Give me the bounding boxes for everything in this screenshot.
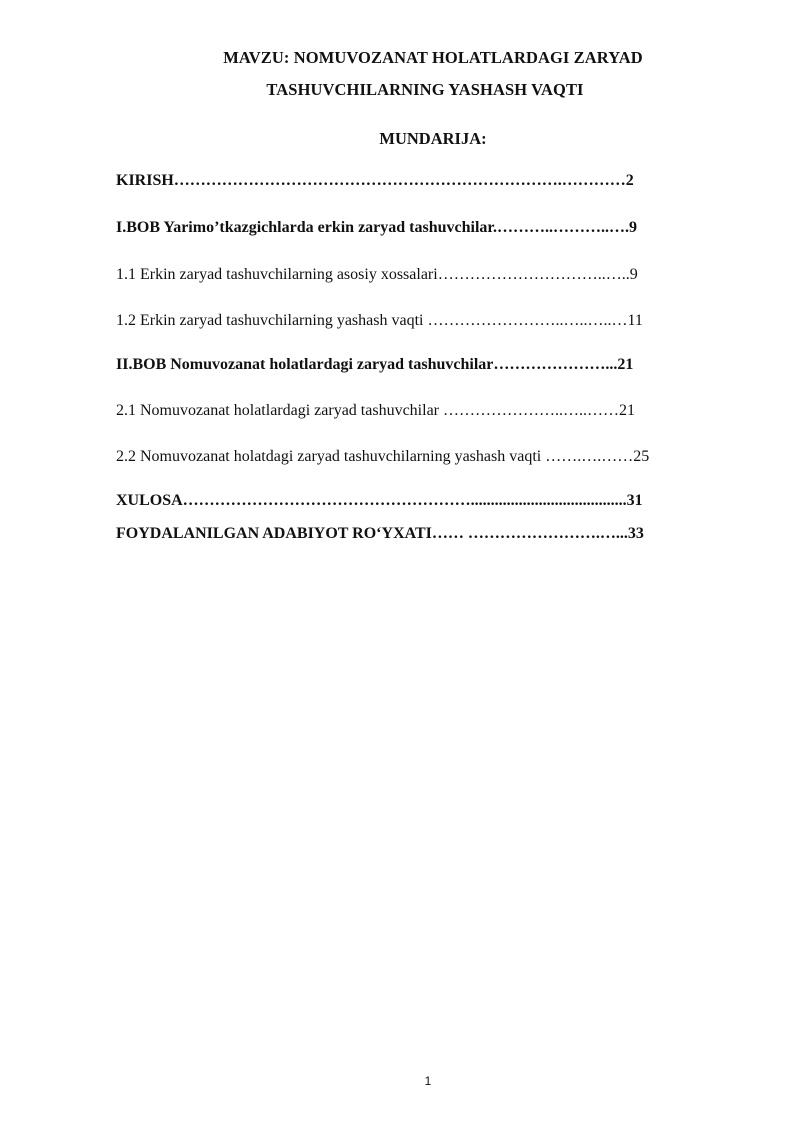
toc-entry-section-2-2: 2.2 Nomuvozanat holatdagi zaryad tashuvchilarning yashash vaqti …….….……25	[116, 448, 650, 465]
page-number: 1	[424, 1074, 432, 1088]
toc-entry-kirish: KIRISH……………………………………………………………….…………2	[116, 172, 634, 189]
toc-entry-chapter-1: I.BOB Yarimo’tkazgichlarda erkin zaryad tashuvchilar.………..………..….9	[116, 219, 638, 236]
document-title-line-1: MAVZU: NOMUVOZANAT HOLATLARDAGI ZARYAD	[223, 48, 643, 67]
toc-entry-references: FOYDALANILGAN ADABIYOT RO‘YXATI…… …………………….…...33	[116, 525, 644, 542]
toc-entry-xulosa: XULOSA……………………………………………….......................................31	[116, 492, 643, 509]
toc-entry-section-1-2: 1.2 Erkin zaryad tashuvchilarning yashash vaqti ……………………..…..…..…11	[116, 312, 643, 329]
document-title-line-2: TASHUVCHILARNING YASHASH VAQTI	[266, 80, 584, 99]
toc-entry-chapter-2: II.BOB Nomuvozanat holatlardagi zaryad tashuvchilar…………………...21	[116, 356, 634, 373]
contents-heading: MUNDARIJA:	[379, 129, 487, 148]
toc-entry-section-2-1: 2.1 Nomuvozanat holatlardagi zaryad tashuvchilar …………………..…..……21	[116, 402, 635, 419]
toc-entry-section-1-1: 1.1 Erkin zaryad tashuvchilarning asosiy xossalari…………………………..…..9	[116, 266, 638, 283]
